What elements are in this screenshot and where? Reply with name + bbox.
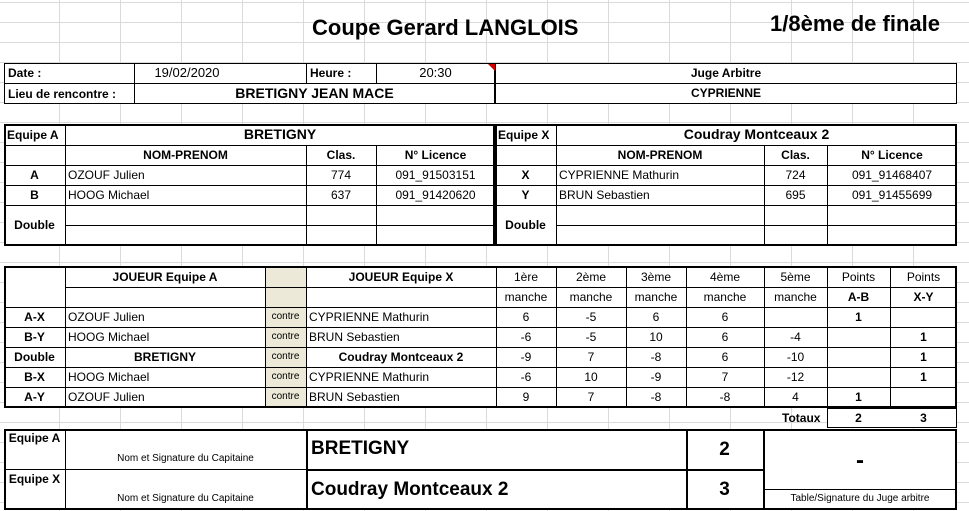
match-set-score: -5: [585, 310, 597, 324]
match-set-score: 7: [587, 390, 595, 404]
header-points-x: Points: [906, 270, 941, 284]
team-a-player-code: B: [30, 188, 39, 202]
team-x-label: Equipe X: [498, 128, 550, 142]
header-set-4: 4ème: [709, 270, 741, 284]
result-mark: -: [856, 447, 864, 474]
match-set-score: -4: [790, 330, 801, 344]
match-code: Double: [14, 350, 55, 364]
match-points-a: 1: [855, 310, 862, 324]
match-set-score: 6: [652, 310, 660, 324]
captain-signature-a[interactable]: Nom et Signature du Capitaine: [117, 453, 254, 464]
match-code: B-Y: [24, 330, 45, 344]
time-value: 20:30: [419, 65, 452, 80]
header-manche: manche: [703, 290, 747, 304]
match-set-score: -5: [585, 330, 597, 344]
contre-label: contre: [271, 311, 300, 322]
header-points-ab: A-B: [847, 290, 870, 304]
header-set-5: 5ème: [780, 270, 811, 284]
team-a-player-name: HOOG Michael: [68, 188, 150, 202]
venue-value: BRETIGNY JEAN MACE: [235, 85, 394, 101]
team-x-player-code: X: [521, 168, 530, 182]
footer-team-x-label: Equipe X: [8, 472, 61, 486]
match-player-x: CYPRIENNE Mathurin: [309, 310, 430, 324]
footer-team-a-score: 2: [719, 439, 730, 460]
match-code: B-X: [24, 370, 45, 384]
team-a-name: BRETIGNY: [243, 126, 317, 142]
team-x-player-name: CYPRIENNE Mathurin: [559, 168, 680, 182]
match-points-x: 1: [920, 330, 927, 344]
match-player-a: OZOUF Julien: [68, 310, 145, 324]
team-x-col-licence: N° Licence: [861, 148, 923, 162]
match-set-score: -6: [520, 330, 532, 344]
referee-label: Juge Arbitre: [690, 66, 762, 80]
team-a-player-code: A: [30, 168, 39, 182]
captain-signature-x[interactable]: Nom et Signature du Capitaine: [117, 493, 254, 504]
match-player-x: BRUN Sebastien: [309, 390, 400, 404]
total-points-a: 2: [855, 411, 862, 425]
team-x-player-licence: 091_91455699: [851, 188, 933, 202]
referee-signature[interactable]: Table/Signature du Juge arbitre: [790, 493, 930, 504]
match-player-a: HOOG Michael: [68, 330, 150, 344]
header-manche: manche: [504, 290, 548, 304]
match-player-a: BRETIGNY: [133, 350, 196, 364]
match-player-a: OZOUF Julien: [68, 390, 145, 404]
venue-label: Lieu de rencontre :: [8, 87, 117, 101]
team-x-col-name: NOM-PRENOM: [617, 148, 703, 162]
date-label: Date :: [8, 66, 42, 80]
team-a-label: Equipe A: [7, 128, 59, 142]
team-a-col-licence: N° Licence: [404, 148, 467, 162]
header-points-xy: X-Y: [913, 290, 934, 304]
match-player-x: BRUN Sebastien: [309, 330, 400, 344]
match-set-score: 9: [522, 390, 530, 404]
match-set-score: -9: [520, 350, 532, 364]
contre-label: contre: [271, 391, 300, 402]
team-x-player-name: BRUN Sebastien: [559, 188, 650, 202]
referee-value: CYPRIENNE: [690, 86, 761, 100]
total-points-x: 3: [920, 411, 927, 425]
team-a-player-licence: 091_91420620: [395, 188, 476, 202]
team-a-player-name: OZOUF Julien: [68, 168, 145, 182]
footer-team-a-name: BRETIGNY: [311, 438, 410, 459]
totals-label: Totaux: [782, 411, 821, 425]
match-points-a: 1: [855, 390, 862, 404]
match-set-score: -8: [650, 390, 662, 404]
match-points-x: 1: [920, 350, 927, 364]
team-a-col-clas: Clas.: [326, 148, 356, 162]
team-x-player-clas: 724: [785, 168, 806, 182]
match-set-score: -10: [786, 350, 805, 364]
contre-label: contre: [271, 371, 300, 382]
header-set-3: 3ème: [640, 270, 672, 284]
header-manche: manche: [774, 290, 817, 304]
match-code: A-Y: [24, 390, 45, 404]
team-a-player-clas: 637: [330, 188, 352, 202]
match-set-score: 10: [584, 370, 598, 384]
team-x-name: Coudray Montceaux 2: [683, 126, 830, 142]
team-x-player-code: Y: [521, 188, 530, 202]
match-set-score: 6: [522, 310, 530, 324]
match-player-a: HOOG Michael: [68, 370, 150, 384]
team-x-col-clas: Clas.: [781, 148, 810, 162]
team-a-player-clas: 774: [330, 168, 352, 182]
team-a-col-name: NOM-PRENOM: [143, 148, 228, 162]
match-set-score: 6: [721, 350, 729, 364]
header-player-x: JOUEUR Equipe X: [348, 270, 454, 284]
match-set-score: 10: [649, 330, 663, 344]
team-x-double-label: Double: [505, 218, 546, 232]
match-player-x: CYPRIENNE Mathurin: [309, 370, 430, 384]
match-player-x: Coudray Montceaux 2: [338, 350, 464, 364]
footer-team-x-score: 3: [719, 479, 730, 500]
header-points-a: Points: [841, 270, 876, 284]
contre-label: contre: [271, 331, 300, 342]
match-set-score: 6: [721, 310, 729, 324]
match-set-score: 6: [721, 330, 729, 344]
match-set-score: 7: [721, 370, 729, 384]
match-set-score: -12: [786, 370, 805, 384]
time-label: Heure :: [310, 66, 352, 80]
match-code: A-X: [24, 310, 45, 324]
team-a-player-licence: 091_91503151: [395, 168, 476, 182]
footer-team-x-name: Coudray Montceaux 2: [311, 479, 509, 500]
footer-team-a-label: Equipe A: [8, 431, 61, 445]
header-player-a: JOUEUR Equipe A: [112, 270, 218, 284]
team-x-player-clas: 695: [785, 188, 806, 202]
team-a-double-label: Double: [14, 218, 55, 232]
match-points-x: 1: [920, 370, 927, 384]
date-value: 19/02/2020: [154, 65, 220, 80]
header-manche: manche: [634, 290, 678, 304]
header-set-1: 1ère: [513, 270, 539, 284]
sheet-title: Coupe Gerard LANGLOIS: [312, 15, 579, 40]
header-manche: manche: [569, 290, 613, 304]
round-label: 1/8ème de finale: [770, 11, 940, 36]
match-set-score: -9: [650, 370, 662, 384]
match-set-score: 7: [587, 350, 595, 364]
contre-label: contre: [271, 351, 300, 362]
header-set-2: 2ème: [575, 270, 607, 284]
match-set-score: -8: [650, 350, 662, 364]
match-set-score: 4: [792, 390, 799, 404]
match-set-score: -8: [719, 390, 731, 404]
match-set-score: -6: [520, 370, 532, 384]
team-x-player-licence: 091_91468407: [851, 168, 933, 182]
